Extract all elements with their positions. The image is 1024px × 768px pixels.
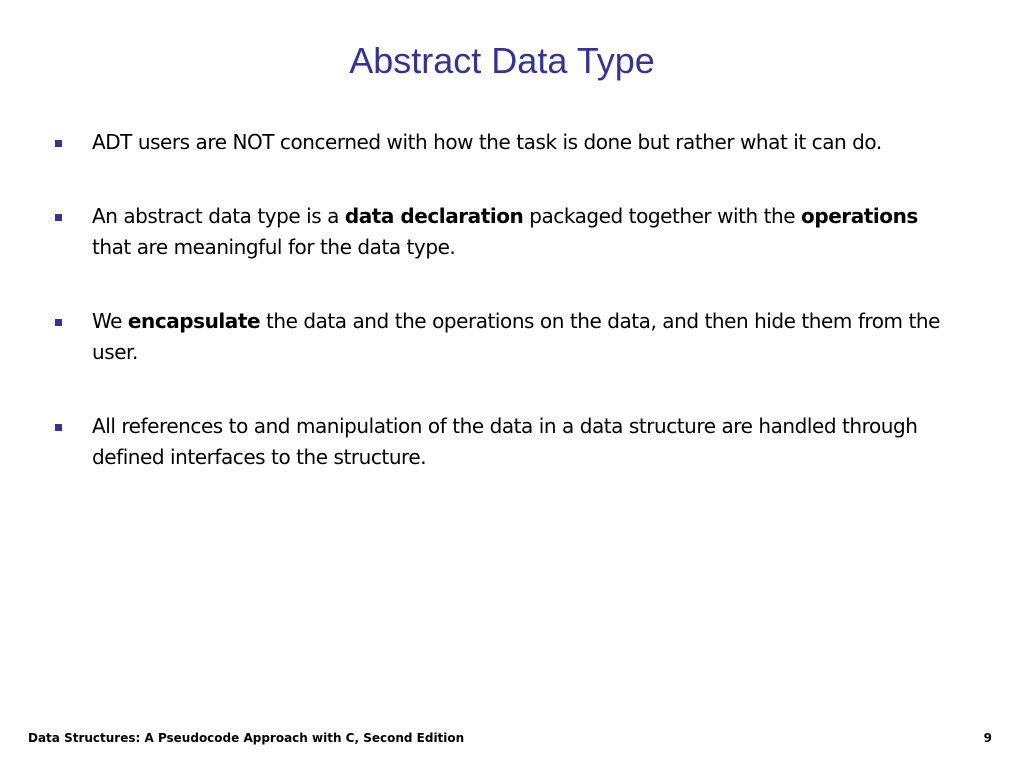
- bullet-text: [92, 306, 952, 368]
- bullet-text-segment: that are meaningful for the data type.: [92, 235, 456, 259]
- square-bullet-icon: [55, 319, 62, 326]
- bullet-bold-term: data declaration: [344, 204, 524, 228]
- slide-title: Abstract Data Type: [349, 40, 655, 81]
- bullet-text-segment: the data and the operations on the data, and then hide them from the user.: [92, 309, 940, 364]
- bullet-text: [92, 127, 952, 158]
- square-bullet-icon: [55, 424, 62, 431]
- bullet-bold-term: encapsulate: [127, 309, 261, 333]
- footer-source: Data Structures: A Pseudocode Approach with C, Second Edition: [28, 731, 465, 745]
- bullet-text-segment: We: [92, 309, 128, 333]
- bullet-bold-term: operations: [801, 204, 918, 228]
- bullet-text: [92, 411, 952, 473]
- bullet-text-segment: An abstract data type is a: [92, 204, 345, 228]
- square-bullet-icon: [55, 214, 62, 221]
- bullet-list: [0, 127, 1024, 516]
- bullet-item: [0, 127, 952, 158]
- bullet-text-segment: ADT users are NOT concerned with how the task is done but rather what it can do.: [92, 130, 882, 154]
- page-number: 9: [983, 731, 992, 745]
- bullet-item: [0, 306, 952, 368]
- bullet-text-segment: All references to and manipulation of the data in a data structure are handled through defined interfaces to the structure.: [92, 414, 918, 469]
- bullet-text: [92, 201, 952, 263]
- bullet-text-segment: packaged together with the: [523, 204, 802, 228]
- bullet-item: [0, 411, 952, 473]
- square-bullet-icon: [55, 140, 62, 147]
- bullet-item: [0, 201, 952, 263]
